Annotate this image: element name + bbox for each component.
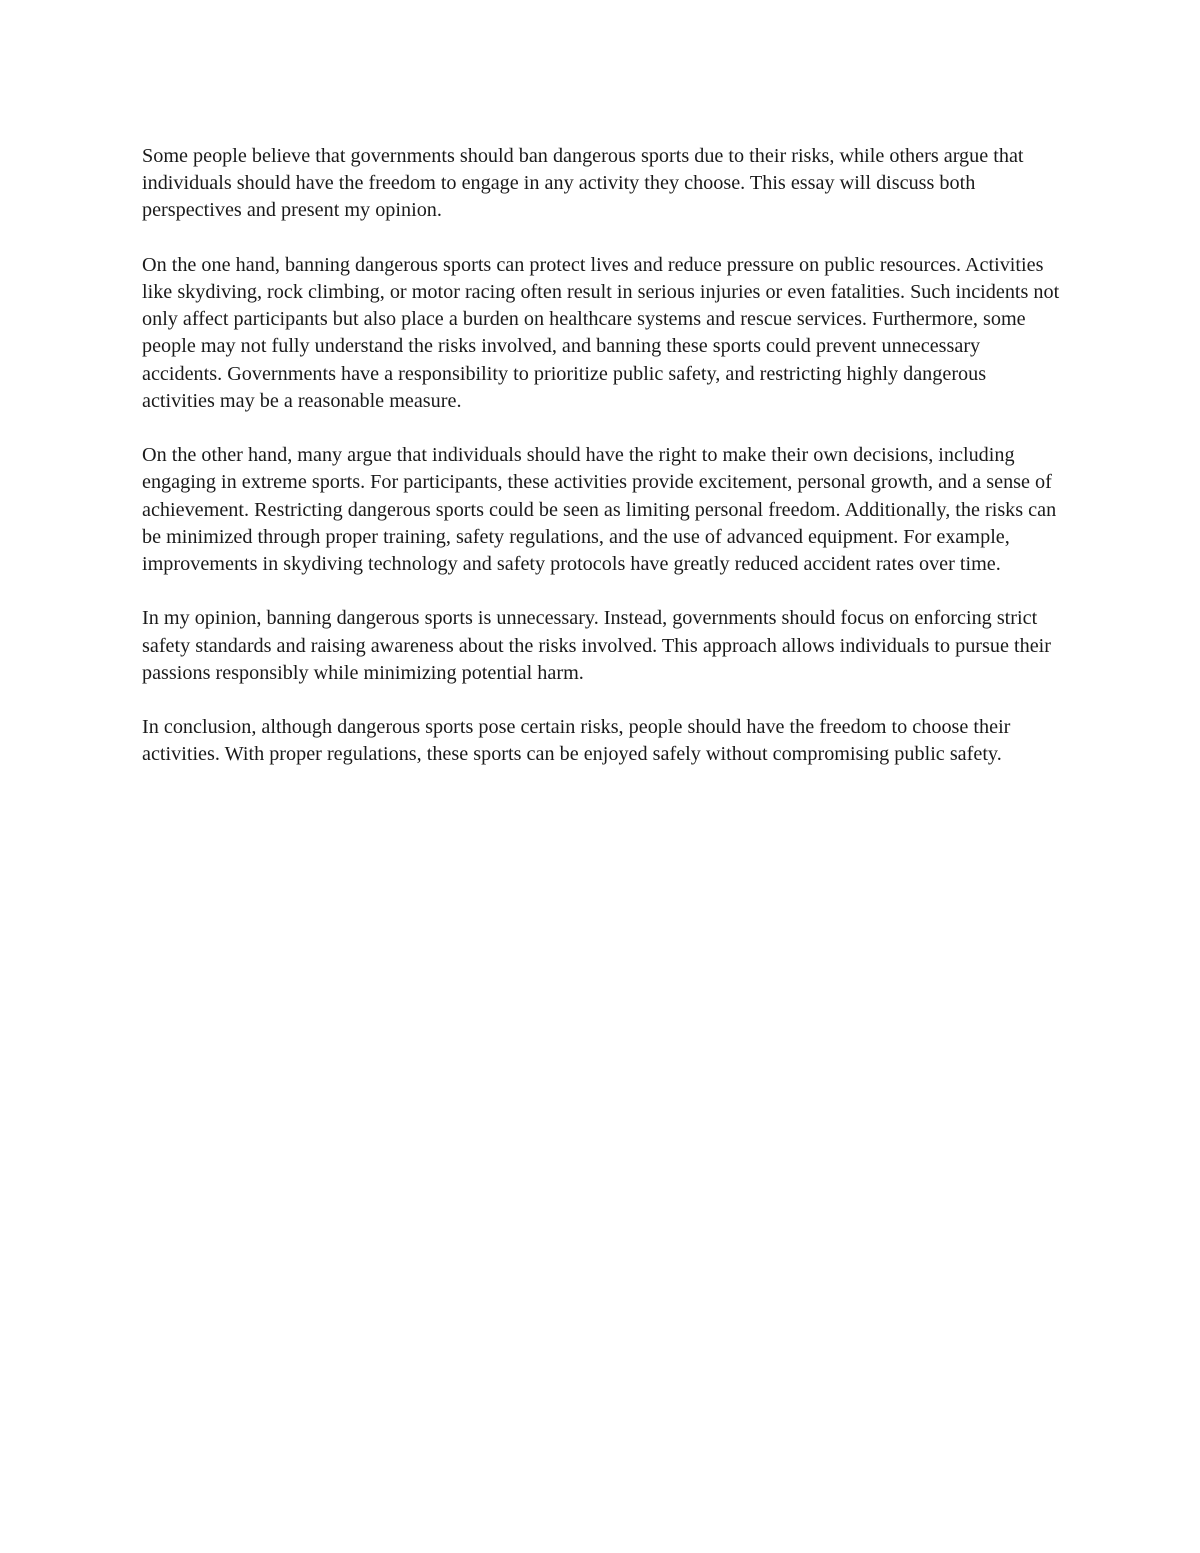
essay-paragraph-introduction: Some people believe that governments should ban dangerous sports due to their risks, while others argue that individuals should have the freedom to engage in any activity they choose. This essay will discuss both perspectives and present my opinion. [142, 145, 1024, 222]
essay-paragraph-opinion: In my opinion, banning dangerous sports is unnecessary. Instead, governments should focus on enforcing strict safety standards and raising awareness about the risks involved. This approach allows individuals to pursue their passions responsibly while minimizing potential harm. [142, 607, 1051, 684]
essay-paragraph-ban-argument: On the one hand, banning dangerous sports can protect lives and reduce pressure on public resources. Activities like skydiving, rock climbing, or motor racing often result in serious injuries or even fatalities. Such incidents not only affect participants but also place a burden on healthcare systems and rescue services. Furthermore, some people may not fully understand the risks involved, and banning these sports could prevent unnecessary accidents. Governments have a responsibility to prioritize public safety, and restricting highly dangerous activities may be a reasonable measure. [142, 253, 1060, 412]
essay-paragraph-conclusion: In conclusion, although dangerous sports pose certain risks, people should have the freedom to choose their activities. With proper regulations, these sports can be enjoyed safely without compromising public safety. [142, 716, 1011, 766]
essay-paragraph-freedom-argument: On the other hand, many argue that individuals should have the right to make their own decisions, including engaging in extreme sports. For participants, these activities provide excitement, personal growth, and a sense of achievement. Restricting dangerous sports could be seen as limiting personal freedom. Additionally, the risks can be minimized through proper training, safety regulations, and the use of advanced equipment. For example, improvements in skydiving technology and safety protocols have greatly reduced accident rates over time. [142, 444, 1057, 576]
essay-body [142, 143, 1062, 796]
